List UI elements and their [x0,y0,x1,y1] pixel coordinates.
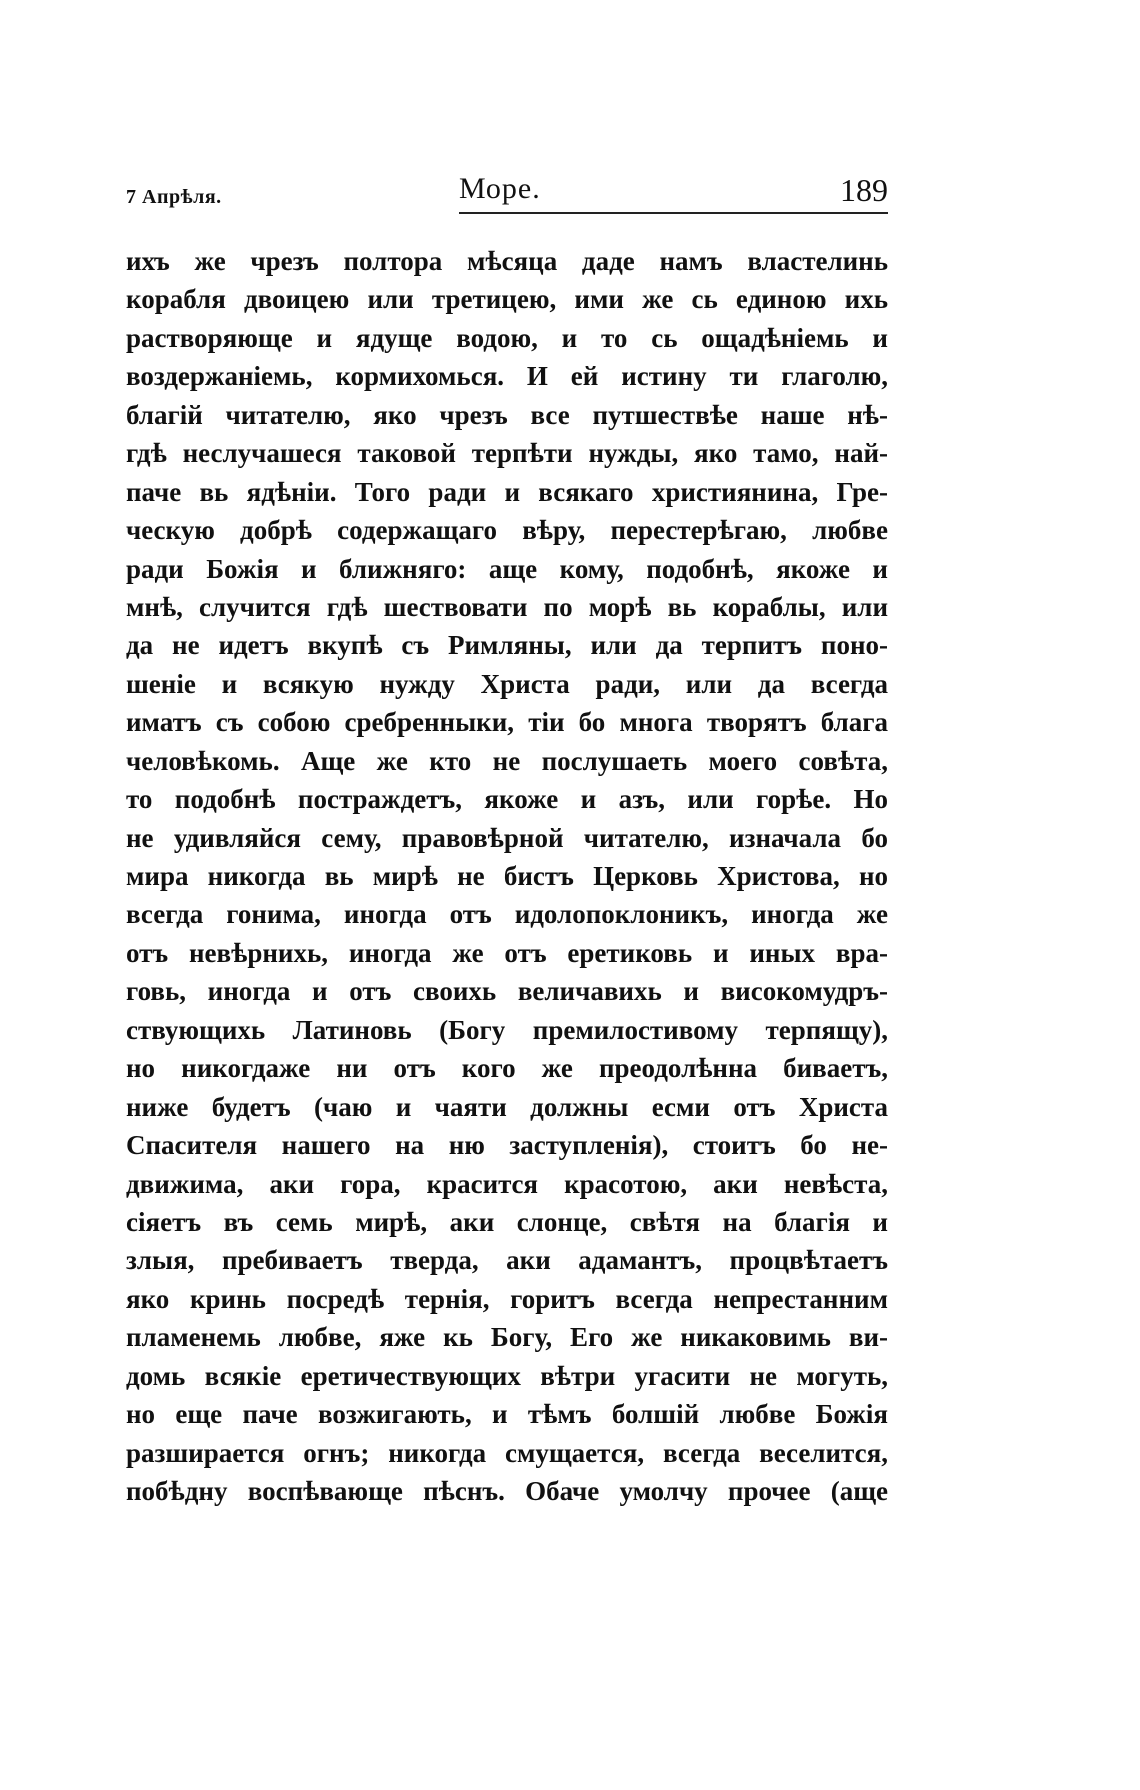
text-line: иматъ съ собою сребренныки, тiи бо многа творятъ блага [126,707,888,738]
text-line: говь, иногда и отъ своихь величавихь и високомудръ- [126,976,888,1007]
text-line: ради Божiя и ближняго: аще кому, подобнѣ, якоже и [126,553,888,584]
text-line: ниже будетъ (чаю и чаяти должны есми отъ Христа [126,1091,888,1122]
running-header [126,172,888,216]
text-line: человѣкомь. Аще же кто не послушаеть моего совѣта, [126,745,888,776]
text-line: сiяетъ въ семь мирѣ, аки слонце, свѣтя на благiя и [126,1206,888,1237]
text-line: движима, аки гора, краситcя красотою, аки невѣста, [126,1168,888,1199]
page-number: 189 [840,172,888,208]
text-line: разширается огнъ; никогда смущается, всегда веселится, [126,1437,888,1468]
text-line: корабля двоицею или третицею, ими же сь единою ихь [126,284,888,315]
text-line: шенiе и всякую нужду Христа ради, или да всегда [126,668,888,699]
text-line: яко кринь посредѣ тернiя, горитъ всегда непрестанним [126,1283,888,1314]
text-line: но еще паче возжигають, и тѣмъ болшiй любве Божiя [126,1399,888,1430]
text-line: пламенемь любве, яже кь Богу, Его же никаковимь ви- [126,1322,888,1353]
text-line: отъ невѣрнихь, иногда же отъ еретиковь и иных вра- [126,937,888,968]
text-line: ствующихь Латиновь (Богу премилостивому терпящу), [126,1014,888,1045]
text-line: мнѣ, случится гдѣ шествовати по морѣ вь кораблы, или [126,591,888,622]
text-line: то подобнѣ постраждетъ, якоже и азъ, или горѣе. Но [126,784,888,815]
body-text [126,242,888,1510]
text-line: всегда гонима, иногда отъ идолопоклоникъ, иногда же [126,899,888,930]
text-line: растворяюще и ядуще водою, и то сь ощадѣнiемь и [126,322,888,353]
text-line: паче вь ядѣнiи. Того ради и всякаго християнина, Гре- [126,476,888,507]
header-rule [459,212,888,214]
header-date: 7 Апрѣля. [126,186,222,208]
text-line: но никогдаже ни отъ кого же преодолѣнна биваетъ, [126,1053,888,1084]
text-line: да не идетъ вкупѣ съ Римляны, или да терпитъ поно- [126,630,888,661]
text-line: воздержанiемь, кормихомься. И ей истину ти глаголю, [126,361,888,392]
text-line: побѣдну воспѣвающе пѣснъ. Обаче умолчу прочее (аще [126,1476,888,1506]
text-line: гдѣ неслучашеся таковой терпѣти нужды, яко тамо, най- [126,438,888,469]
text-line: ческую добрѣ содержащаго вѣру, перестерѣгаю, любве [126,515,888,546]
text-line: мира никогда вь мирѣ не бистъ Церковь Христова, но [126,861,888,891]
text-line: Спасителя нашего на ню заступленiя), стоитъ бо не- [126,1130,888,1161]
text-line: благiй читателю, яко чрезъ все путшествѣе наше нѣ- [126,399,888,430]
text-line: ихъ же чрезъ полтора мѣсяца даде намъ властелинь [126,246,888,276]
text-line: домь всякiе еретичествующих вѣтри угасити не могуть, [126,1360,888,1391]
text-line: не удивляйся сему, правовѣрной читателю, изначала бо [126,822,888,853]
text-line: злыя, пребиваетъ тверда, аки адамантъ, процвѣтаетъ [126,1245,888,1276]
header-title: Море. [459,172,541,205]
